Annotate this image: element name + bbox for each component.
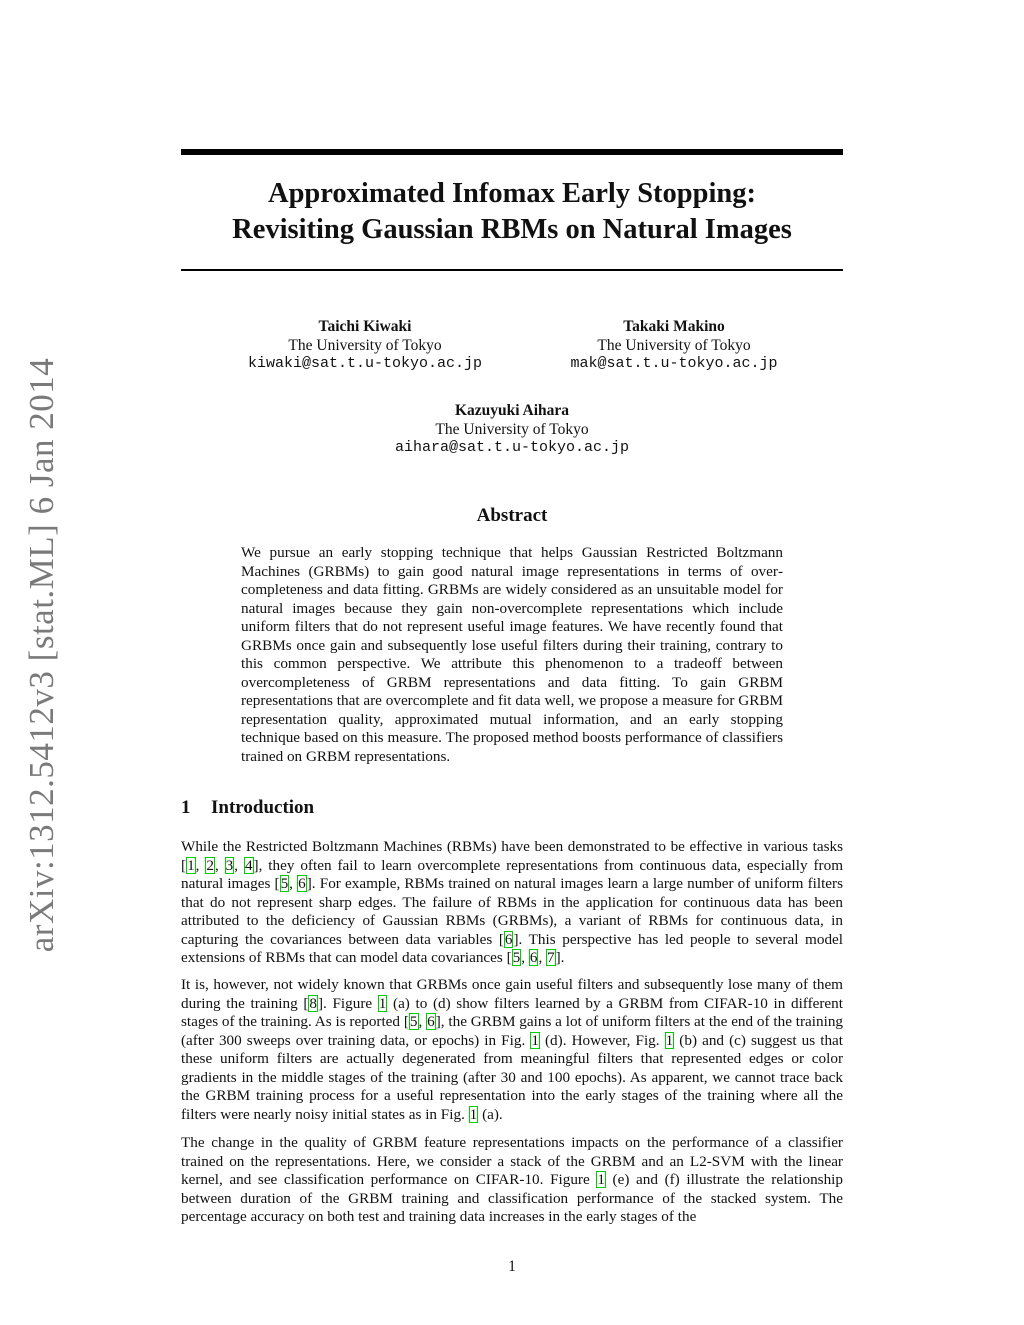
citation-separator: , bbox=[214, 856, 225, 874]
citation-separator: , bbox=[195, 856, 206, 874]
figure-ref-link[interactable]: 1 bbox=[469, 1105, 478, 1123]
citation-link[interactable]: 6 bbox=[529, 949, 538, 966]
paragraph-text: ], they often fail to learn overcomplete representations from continuous data, especially from natural images [ bbox=[181, 856, 844, 892]
citation-separator: , bbox=[289, 875, 298, 892]
paragraph-text: (e) and (f) illustrate the relationship between duration of the GRBM training and classification performance of the stacked system. The percentage accuracy on both test and training data increases in the early stages of the bbox=[181, 1171, 843, 1225]
page-number: 1 bbox=[508, 1258, 516, 1275]
title-line-2: Revisiting Gaussian RBMs on Natural Images bbox=[232, 214, 792, 245]
citation-link[interactable]: 5 bbox=[280, 875, 289, 892]
paragraph-text: (a). bbox=[478, 1105, 503, 1123]
title-line-1: Approximated Infomax Early Stopping: bbox=[268, 178, 756, 209]
intro-paragraph-1 bbox=[181, 838, 843, 968]
author-name: Takaki Makino bbox=[623, 318, 725, 335]
citation-separator: , bbox=[418, 1013, 427, 1030]
citation-link[interactable]: 5 bbox=[409, 1013, 418, 1030]
citation-link[interactable]: 3 bbox=[225, 856, 234, 874]
paragraph-text: It is, however, not widely known that GRBMs once gain useful filters and subsequently lose many of them during the training [ bbox=[181, 976, 843, 1012]
author-affiliation: The University of Tokyo bbox=[288, 336, 442, 354]
author-email[interactable]: kiwaki@sat.t.u-tokyo.ac.jp bbox=[247, 355, 483, 372]
paragraph-text: ], the GRBM gains a lot of uniform filters at the end of the training (after 300 sweeps over training data, or epochs) in Fig. bbox=[181, 1013, 844, 1049]
paragraph-text: While the Restricted Boltzmann Machines (RBMs) have been demonstrated to be effective in various tasks [ bbox=[181, 838, 843, 874]
citation-link[interactable]: 7 bbox=[547, 949, 555, 966]
citation-link[interactable]: 4 bbox=[244, 856, 253, 874]
author-email[interactable]: aihara@sat.t.u-tokyo.ac.jp bbox=[394, 439, 630, 456]
author-block-2 bbox=[524, 318, 824, 374]
intro-paragraph-3 bbox=[181, 1134, 843, 1227]
paragraph-text: ]. Figure bbox=[318, 994, 378, 1012]
paragraph-text: ]. This perspective has led people to several model extensions of RBMs that can model data covariances [ bbox=[181, 930, 843, 966]
paragraph-text: ]. bbox=[555, 949, 565, 966]
figure-ref-link[interactable]: 1 bbox=[531, 1031, 539, 1049]
abstract-heading: Abstract bbox=[476, 505, 548, 526]
figure-ref-link[interactable]: 1 bbox=[665, 1031, 674, 1049]
author-block-1 bbox=[215, 318, 515, 374]
intro-paragraph-2 bbox=[181, 976, 843, 1124]
citation-link[interactable]: 6 bbox=[427, 1013, 435, 1030]
figure-ref-link[interactable]: 1 bbox=[597, 1171, 605, 1188]
citation-link[interactable]: 8 bbox=[309, 994, 317, 1012]
section-number: 1 bbox=[181, 797, 191, 818]
paragraph-text: (d). However, Fig. bbox=[539, 1031, 665, 1049]
citation-separator: , bbox=[234, 856, 244, 874]
citation-link[interactable]: 2 bbox=[206, 856, 214, 874]
section-title: Introduction bbox=[211, 797, 315, 818]
citation-link[interactable]: 6 bbox=[504, 930, 513, 948]
citation-separator: , bbox=[521, 949, 529, 966]
citation-link[interactable]: 6 bbox=[298, 875, 306, 892]
author-block-3 bbox=[362, 402, 662, 458]
paragraph-text: (b) and (c) suggest us that these uniform filters are actually degenerated from meaningful filters that represented edges or color gradients in the middle stages of the training (after 30 and 100 epochs). As apparent, we cannot trace back the GRBM training process for a useful representation into the early stages of the training where all the filters were nearly noisy initial states as in Fig. bbox=[181, 1031, 844, 1123]
figure-ref-link[interactable]: 1 bbox=[378, 994, 387, 1012]
author-name: Taichi Kiwaki bbox=[318, 318, 412, 335]
author-name: Kazuyuki Aihara bbox=[454, 402, 570, 419]
citation-link[interactable]: 1 bbox=[187, 856, 195, 874]
section-heading-introduction bbox=[181, 797, 314, 819]
arxiv-identifier-text: arXiv:1312.5412v3 [stat.ML] 6 Jan 2014 bbox=[22, 357, 61, 953]
paragraph-text: (a) to (d) show filters learned by a GRBM from CIFAR-10 in different stages of the training. As is reported [ bbox=[181, 994, 843, 1030]
paragraph-text: The change in the quality of GRBM feature representations impacts on the performance of a classifier trained on the representations. Here, we consider a stack of the GRBM and an L2-SVM with the linear kernel, and see classification performance on CIFAR-10. Figure bbox=[181, 1134, 843, 1188]
title-bottom-rule bbox=[181, 269, 843, 271]
abstract-text: We pursue an early stopping technique that helps Gaussian Restricted Boltzmann Machines (GRBMs) to gain good natural image representations in terms of overcompleteness and data fitting. GRBMs are widely considered as an unsuitable model for natural images because they gain non-overcomplete representations which include uniform filters that do not represent useful image features. We have recently found that GRBMs once gain and subsequently lose useful filters during their training, contrary to this common perspective. We attribute this phenomenon to a tradeoff between overcompleteness of GRBM representations and data fitting. To gain GRBM representations that are overcomplete and fit data well, we propose a measure for GRBM representation quality, approximated mutual information, and an early stopping technique based on this measure. The proposed method boosts performance of classifiers trained on GRBM representations. bbox=[241, 544, 783, 765]
author-email[interactable]: mak@sat.t.u-tokyo.ac.jp bbox=[570, 355, 778, 372]
paper-title bbox=[181, 176, 843, 248]
author-affiliation: The University of Tokyo bbox=[597, 336, 751, 354]
citation-separator: , bbox=[538, 949, 547, 966]
citation-link[interactable]: 5 bbox=[512, 949, 521, 966]
paragraph-text: ]. For example, RBMs trained on natural images learn a large number of uniform filters that do not represent sharp edges. The failure of RBMs in the application for continuous data has been attributed to the deficiency of Gaussian RBMs (GRBMs), a variant of RBMs for continuous data, in capturing the covariances between data variables [ bbox=[181, 875, 844, 948]
author-affiliation: The University of Tokyo bbox=[435, 420, 589, 438]
title-top-rule bbox=[181, 149, 843, 155]
